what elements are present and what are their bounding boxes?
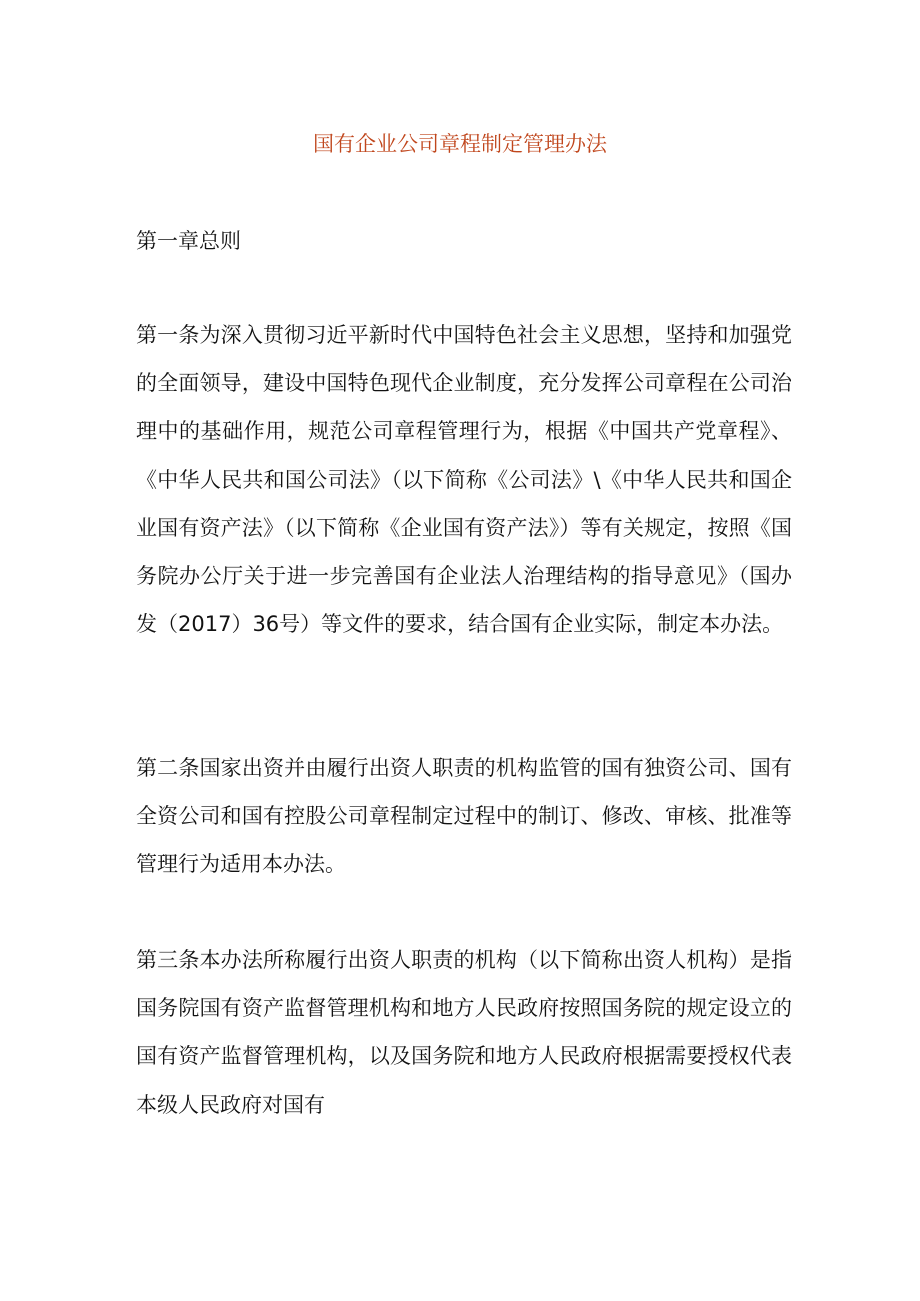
article-paragraph: 第三条本办法所称履行出资人职责的机构（以下简称出资人机构）是指国务院国有资产监督管理机构和地方人民政府按照国务院的规定设立的国有资产监督管理机构，以及国务院和地方人民政府根据需要授权代表本级人民政府对国有: [136, 948, 792, 1117]
document-title: 国有企业公司章程制定管理办法: [313, 132, 607, 156]
article-paragraph: 第一条为深入贯彻习近平新时代中国特色社会主义思想，坚持和加强党的全面领导，建设中国特色现代企业制度，充分发挥公司章程在公司治理中的基础作用，规范公司章程管理行为，根据《中国共产党章程》、《中华人民共和国公司法》（以下简称《公司法》\《中华人民共和国企业国有资产法》（以下简称《企业国有资产法》）等有关规定，按照《国务院办公厅关于进一步完善国有企业法人治理结构的指导意见》（国办发（2017）36号）等文件的要求，结合国有企业实际，制定本办法。: [136, 323, 792, 637]
article-paragraph: 第二条国家出资并由履行出资人职责的机构监管的国有独资公司、国有全资公司和国有控股公司章程制定过程中的制订、修改、审核、批准等管理行为适用本办法。: [136, 756, 792, 877]
chapter-heading: 第一章总则: [136, 229, 241, 253]
